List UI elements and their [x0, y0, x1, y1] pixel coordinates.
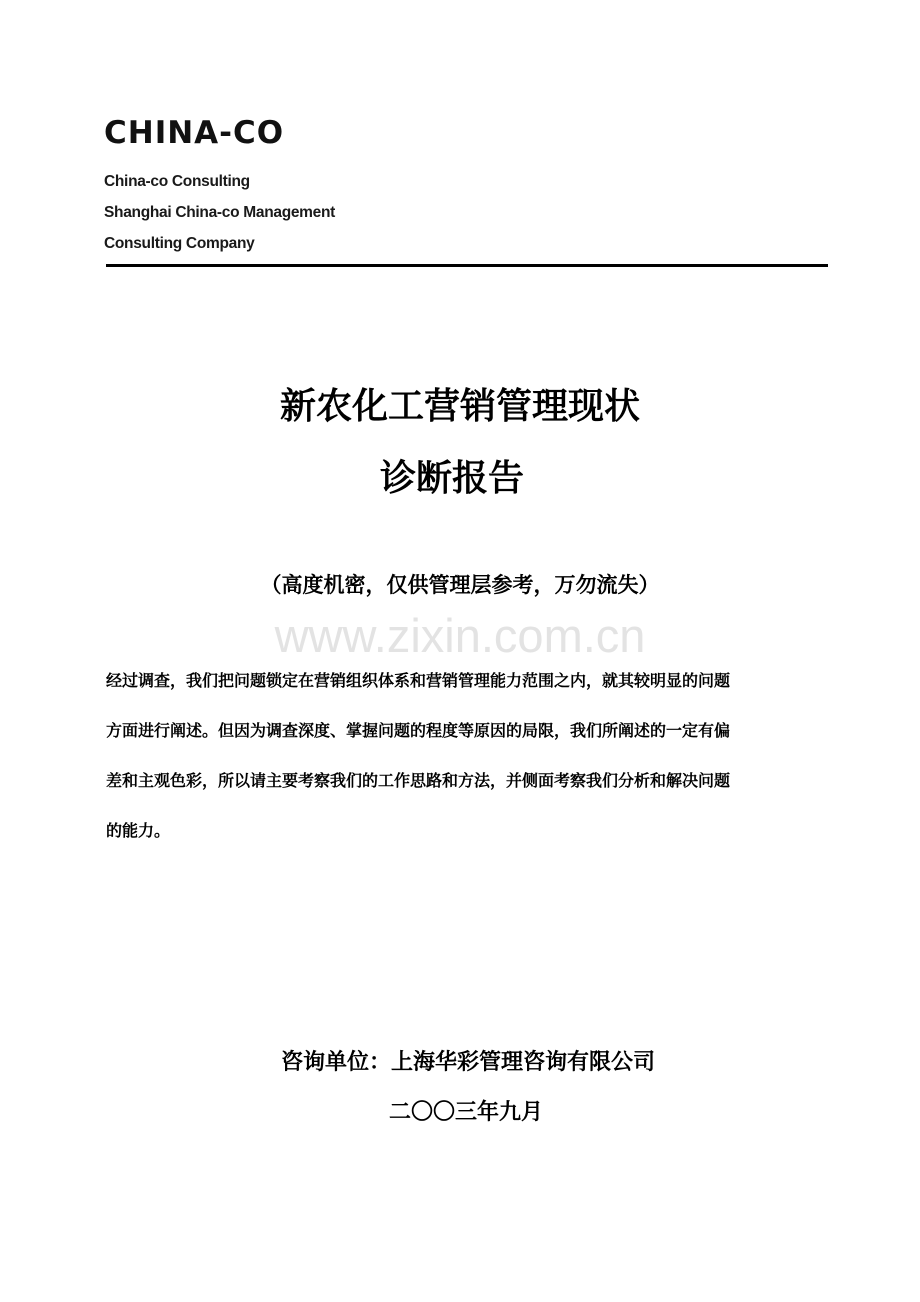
company-name-line: Shanghai China-co Management — [104, 204, 336, 221]
intro-paragraph — [106, 656, 836, 856]
company-logo: CHINA-CO — [104, 115, 285, 151]
company-name-block — [104, 166, 335, 259]
watermark: www.zixin.com.cn — [274, 609, 646, 662]
consulting-organization: 咨询单位：上海华彩管理咨询有限公司 — [280, 1049, 655, 1075]
header-divider — [106, 264, 828, 267]
report-title-line-2: 诊断报告 — [379, 457, 524, 499]
report-title-line-1: 新农化工营销管理现状 — [279, 385, 640, 427]
report-date: 二〇〇三年九月 — [388, 1099, 543, 1125]
paragraph-line: 经过调查，我们把问题锁定在营销组织体系和营销管理能力范围之内，就其较明显的问题 — [106, 671, 731, 690]
paragraph-line: 的能力。 — [106, 821, 171, 840]
paragraph-line: 方面进行阐述。但因为调查深度、掌握问题的程度等原因的局限，我们所阐述的一定有偏 — [106, 721, 731, 740]
confidentiality-note: （高度机密，仅供管理层参考，万勿流失） — [260, 572, 660, 597]
company-name-line: Consulting Company — [104, 235, 255, 252]
paragraph-line: 差和主观色彩，所以请主要考察我们的工作思路和方法，并侧面考察我们分析和解决问题 — [106, 771, 731, 790]
company-name-line: China-co Consulting — [104, 173, 250, 190]
